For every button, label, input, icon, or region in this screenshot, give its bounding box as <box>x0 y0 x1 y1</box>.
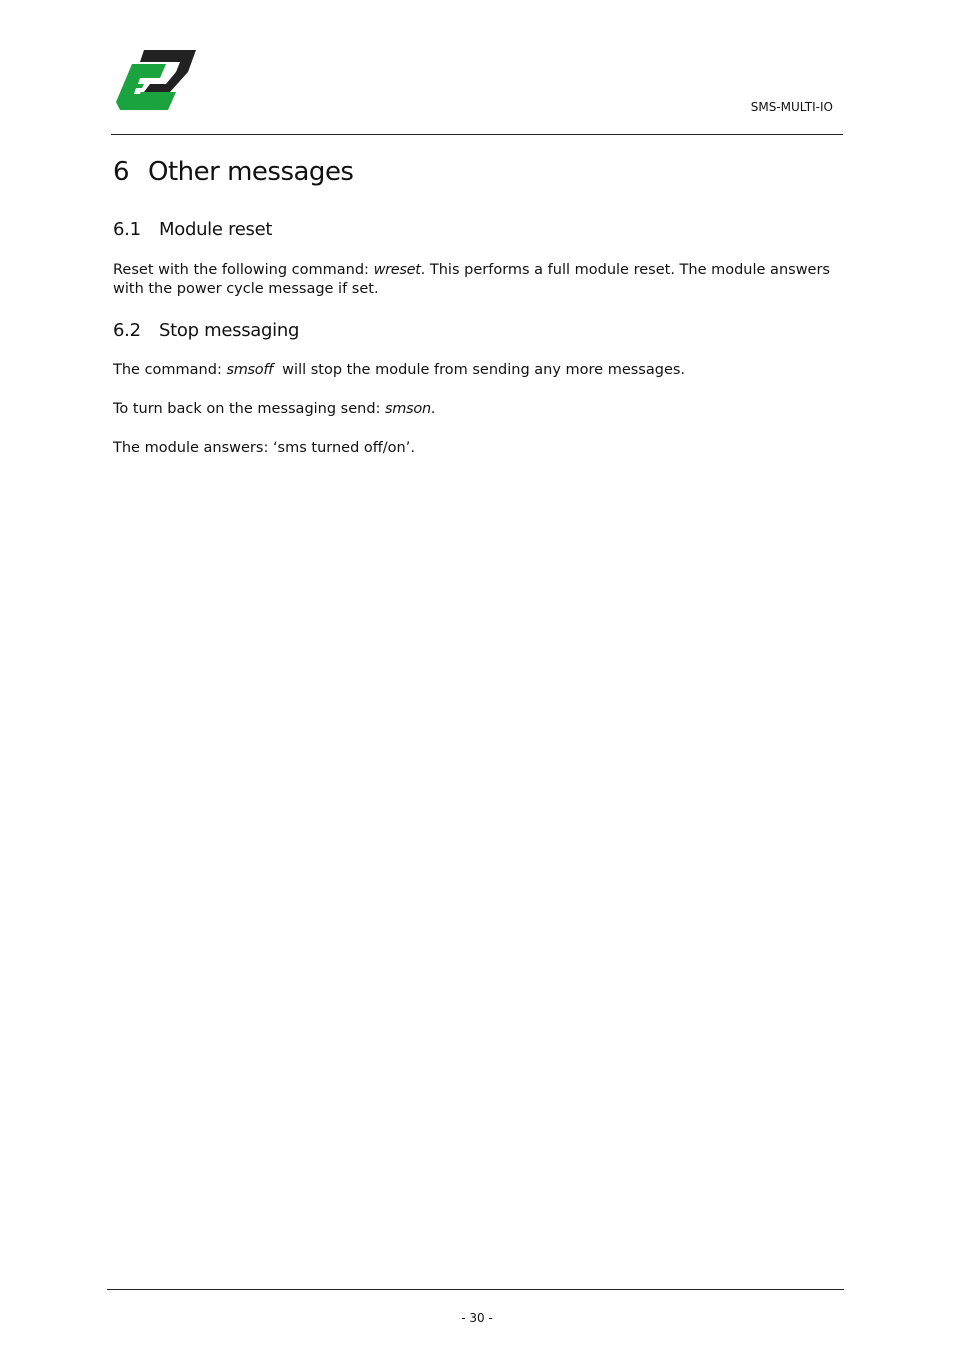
text: The command: <box>113 362 227 378</box>
section-title: Stop messaging <box>159 320 300 341</box>
module-answer-paragraph: The module answers: ‘sms turned off/on’. <box>113 440 415 456</box>
text: . This performs a full module reset. The module answers with the power cycle message if set. <box>113 262 830 297</box>
section-title: Module reset <box>159 219 273 240</box>
document-id: SMS-MULTI-IO <box>750 100 833 114</box>
command-wreset: wreset <box>373 262 421 278</box>
chapter-number: 6 <box>113 157 130 187</box>
company-logo <box>114 48 196 112</box>
section-heading-stop-messaging <box>113 320 299 341</box>
text: . <box>430 401 436 417</box>
text: To turn back on the messaging send: <box>113 401 386 417</box>
text: will stop the module from sending any more messages. <box>272 362 686 378</box>
header-divider <box>111 134 843 135</box>
module-reset-paragraph <box>113 261 833 299</box>
chapter-heading <box>113 157 353 187</box>
section-number: 6.1 <box>113 219 141 240</box>
section-number: 6.2 <box>113 320 141 341</box>
command-smsoff: smsoff <box>226 362 273 378</box>
section-heading-module-reset <box>113 219 272 240</box>
smson-paragraph <box>113 400 833 419</box>
footer-divider <box>107 1289 844 1290</box>
text: Reset with the following command: <box>113 262 374 278</box>
chapter-title: Other messages <box>148 157 354 187</box>
smsoff-paragraph <box>113 361 833 380</box>
command-smson: smson <box>385 401 431 417</box>
page-number: - 30 - <box>461 1311 493 1325</box>
